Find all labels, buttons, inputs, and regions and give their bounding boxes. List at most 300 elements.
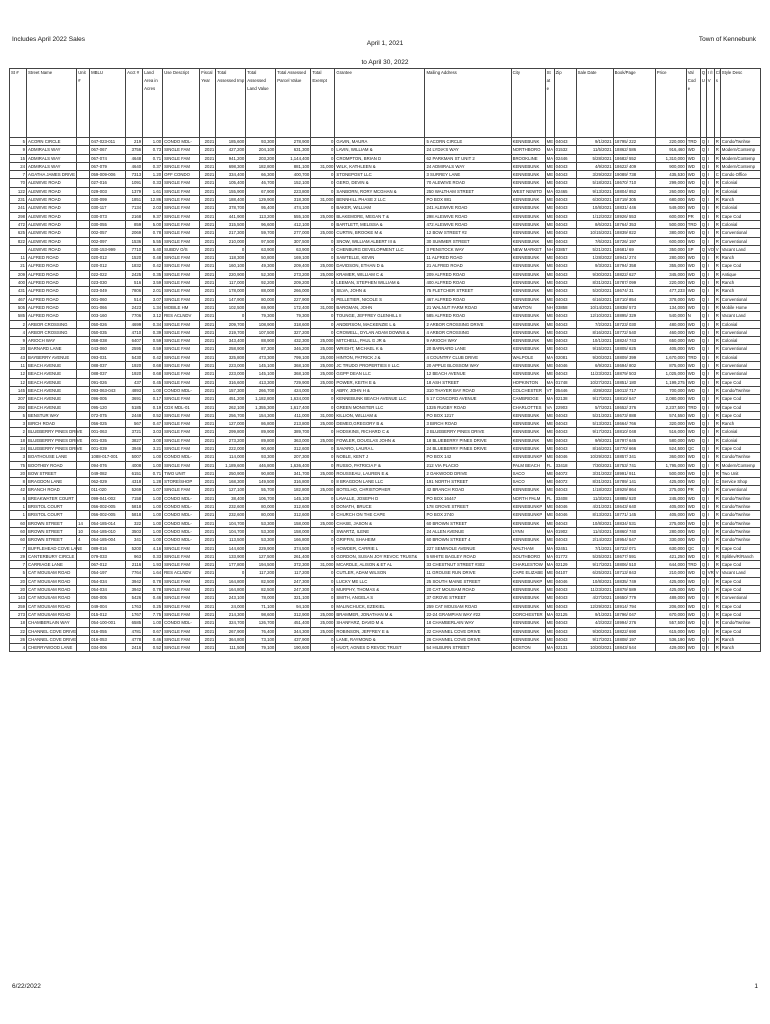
table-row [10, 577, 761, 585]
table-cell: KENNEBUNK [511, 411, 545, 419]
table-row [10, 411, 761, 419]
table-cell: 18753/ 741 [613, 461, 655, 469]
table-cell: HOWDER, CARRIE L [335, 544, 425, 552]
table-cell: VO [707, 246, 714, 252]
table-cell: KENNEBUNK [511, 237, 545, 245]
table-cell: 5200 [126, 544, 143, 552]
table-cell: 11 GROUSE RUN DRIVE [425, 569, 511, 577]
table-cell: GERO, DEVIN & [335, 179, 425, 187]
table-cell [77, 245, 90, 253]
table-cell: 091-026 [90, 378, 126, 386]
table-cell: 505 [10, 303, 27, 311]
table-cell: 22903 [554, 403, 576, 411]
table-cell: 18851/ 180 [613, 378, 655, 386]
table-cell: CHASE, JASON & [335, 519, 425, 527]
table-cell: BRISTOL COURT [27, 511, 77, 519]
table-cell: 18895/ 329 [613, 312, 655, 320]
table-cell: CHARLOTTES [511, 403, 545, 411]
table-cell: CHAMBERLAIN WAY [27, 619, 77, 627]
table-cell: 90,800 [246, 469, 276, 477]
table-cell: 63,900 [276, 245, 311, 253]
table-cell: 7.75 [143, 610, 163, 618]
table-row [10, 386, 761, 394]
table-row [10, 270, 761, 278]
table-cell: 472 [10, 220, 27, 228]
table-cell: 52,300 [246, 270, 276, 278]
table-cell: CONDO MDL- [163, 511, 200, 519]
table-cell: 18838/ 573 [613, 303, 655, 311]
table-cell: 0.42 [143, 353, 163, 361]
table-cell: 220,900 [216, 270, 246, 278]
table-cell: SINGLE FAM [163, 635, 200, 643]
table-cell: WD [686, 229, 700, 237]
table-cell: Q [701, 487, 706, 493]
table-cell: 25,000 [311, 486, 335, 494]
table-cell: 207,300 [276, 453, 311, 461]
table-cell: Condo Office [720, 171, 760, 179]
table-cell: CHERRYWOOD LANE [27, 644, 77, 652]
table-cell: N [686, 312, 700, 320]
table-row [10, 552, 761, 560]
table-cell: 312,600 [276, 444, 311, 452]
table-row [10, 262, 761, 270]
table-cell: V [715, 570, 719, 576]
table-cell: 29 [10, 552, 27, 560]
table-cell: 2021 [200, 295, 216, 303]
table-cell: 2021 [200, 478, 216, 486]
table-cell: 316,600 [216, 378, 246, 386]
table-cell: 030-055 [90, 220, 126, 228]
table-cell: ALEWIVE ROAD [27, 179, 77, 187]
table-cell: 079-033 [90, 552, 126, 560]
table-cell: NORTH PALM [511, 494, 545, 502]
table-cell: ME [546, 313, 554, 319]
table-row [10, 212, 761, 220]
table-cell: 26 CHANNEL COVE DRIVE [425, 635, 511, 643]
table-cell: 316,800 [276, 478, 311, 486]
table-cell: 4893 [126, 386, 143, 394]
table-cell: Colonial [720, 353, 760, 361]
table-cell: I [706, 204, 714, 212]
table-cell: 69,900 [246, 303, 276, 311]
table-cell: 0 [311, 245, 335, 253]
table-cell: WD [686, 569, 700, 577]
table-cell: 0.52 [143, 411, 163, 419]
table-cell: BENNHILL PHASE 2 LLC [335, 196, 425, 204]
table-cell: Q [701, 628, 706, 634]
table-cell: 059-009-006 [90, 171, 126, 179]
table-cell [77, 403, 90, 411]
table-cell: 10/8/2021 [576, 519, 613, 527]
table-cell: V [715, 246, 719, 252]
table-cell: 0.37 [143, 162, 163, 170]
table-cell: 2/14/2022 [576, 536, 613, 544]
table-cell: Q [701, 636, 706, 642]
table-cell: I [706, 577, 714, 585]
sales-table-container [9, 68, 761, 652]
table-cell: 054-100-001 [90, 619, 126, 627]
table-cell: 0.17 [143, 395, 163, 403]
table-cell: 2021 [200, 270, 216, 278]
table-cell: 0.19 [143, 403, 163, 411]
table-cell: Q [701, 139, 706, 144]
table-cell: 280,000 [655, 527, 686, 535]
table-cell: 04072 [554, 478, 576, 486]
table-cell: 700,000 [655, 386, 686, 394]
table-cell: R [715, 587, 719, 593]
table-cell: GRIFFIN, SHAHEIM [335, 536, 425, 544]
table-cell: 3942 [126, 577, 143, 585]
table-cell: 219 [126, 138, 143, 146]
table-cell: I [706, 511, 714, 519]
table-cell: ALEWIVE ROAD [27, 220, 77, 228]
table-cell [77, 602, 90, 610]
table-cell: ME [546, 620, 554, 626]
table-cell: SMITH, ANGELA S [335, 594, 425, 602]
table-cell: 6407 [126, 337, 143, 345]
table-cell: 421,250 [655, 552, 686, 560]
table-cell: SACO [511, 478, 545, 486]
table-cell: 21 WALNUT FARM ROAD [425, 303, 511, 311]
table-cell: WRIGHT, MICHAEL K & [335, 345, 425, 353]
table-cell [77, 511, 90, 519]
table-cell: 10/20/2021 [576, 644, 613, 652]
table-cell: 04046 [554, 362, 576, 370]
table-cell: 2021 [200, 345, 216, 353]
table-cell: 585 ALFRED ROAD [425, 312, 511, 320]
table-cell: 38,400 [216, 494, 246, 502]
table-cell: 60 BROWN STREET 4 [425, 536, 511, 544]
table-cell: I [706, 610, 714, 618]
table-cell: 02451 [554, 544, 576, 552]
table-cell: WD [686, 262, 700, 270]
table-cell: 60 BROWN STREET [425, 519, 511, 527]
table-cell: BOTELHO, CHRISTOPHER [335, 486, 425, 494]
table-cell: 04043 [554, 436, 576, 444]
table-cell: BREAKWATER COURT [27, 494, 77, 502]
table-cell: WD [686, 187, 700, 195]
table-cell: 2021 [200, 561, 216, 569]
table-cell: Q [701, 230, 706, 236]
table-cell: 118,300 [216, 254, 246, 262]
table-cell: Q [701, 147, 706, 153]
table-cell: 223,000 [216, 370, 246, 378]
table-cell: 0.34 [143, 320, 163, 328]
table-cell: WD [686, 594, 700, 602]
table-row [10, 378, 761, 386]
table-cell: Q [701, 238, 706, 244]
table-cell: 4640 [126, 162, 143, 170]
table-row [10, 320, 761, 328]
table-cell: 1,617,400 [276, 403, 311, 411]
table-cell: 346,200 [276, 345, 311, 353]
table-cell: 259 [10, 602, 27, 610]
table-cell: 0 [216, 569, 246, 577]
table-cell: ME [546, 470, 554, 476]
table-cell: SINGLE FAM [163, 262, 200, 270]
table-cell: KENNEBUNK [511, 444, 545, 452]
table-cell: 25,000 [311, 610, 335, 618]
table-cell: 380,000 [655, 229, 686, 237]
table-cell: I [706, 212, 714, 220]
table-cell: 729,900 [276, 378, 311, 386]
table-cell: 18770/ 666 [613, 444, 655, 452]
table-cell: 14 [77, 519, 90, 527]
table-cell: R [715, 155, 719, 161]
table-cell: 3756 [126, 146, 143, 154]
table-cell: 050-026 [90, 320, 126, 328]
table-cell: 322 [126, 519, 143, 527]
table-cell: 650,000 [655, 337, 686, 345]
table-cell: 0 [311, 544, 335, 552]
table-cell: 6585 [126, 619, 143, 627]
table-row [10, 154, 761, 162]
table-cell: 2021 [200, 461, 216, 469]
table-cell: 0 [311, 586, 335, 594]
table-cell: 0.48 [143, 254, 163, 262]
table-cell: SNOW, WILLIAM ALBERT III & [335, 237, 425, 245]
table-cell: Mobile Home [720, 303, 760, 311]
table-cell: 088-037 [90, 362, 126, 370]
table-cell: 04043 [554, 196, 576, 204]
table-cell: MCARDLE, ALISON & ET AL [335, 561, 425, 569]
column-header: Sale Date [576, 69, 613, 138]
table-cell: 310 THAYER BAY ROAD [425, 386, 511, 394]
table-cell [77, 146, 90, 154]
table-cell: 62 PARKMAN ST UNIT 2 [425, 154, 511, 162]
table-cell: WD [686, 511, 700, 519]
table-cell: 157,300 [216, 386, 246, 394]
table-cell [77, 461, 90, 469]
table-cell: R [715, 495, 719, 501]
table-cell: 0.68 [143, 362, 163, 370]
table-cell: 631,300 [276, 146, 311, 154]
table-cell: 1832 [126, 262, 143, 270]
table-cell: 320,000 [655, 420, 686, 428]
table-cell: 0 [311, 187, 335, 195]
table-cell: BAKER, WILLIAM [335, 204, 425, 212]
table-cell: BOW STREET [27, 469, 77, 477]
table-cell: I [706, 386, 714, 394]
table-cell: 473,300 [246, 353, 276, 361]
table-cell: SINGLE FAM [163, 370, 200, 378]
table-cell: 0 [311, 494, 335, 502]
table-cell: I [706, 586, 714, 594]
table-cell: 04046 [554, 503, 576, 511]
table-cell: Service Shop [720, 478, 760, 486]
table-cell: 1/12/2022 [576, 212, 613, 220]
table-cell: WD [686, 146, 700, 154]
table-cell: PO BOX 881 [425, 196, 511, 204]
column-header: Style Desc [720, 69, 760, 138]
table-cell: Modern/Contemp [720, 162, 760, 170]
table-cell: 79,300 [276, 312, 311, 320]
table-cell: 18796/ 047 [613, 610, 655, 618]
table-cell: 79,300 [246, 312, 276, 320]
table-cell: 178 GROVE STREET [425, 503, 511, 511]
table-cell: CAT MOUSAM ROAD [27, 569, 77, 577]
table-cell: KENNEBUNK [511, 519, 545, 527]
table-cell: Condo/Twnhse [720, 519, 760, 527]
table-cell: 04043 [554, 337, 576, 345]
table-cell: Q [701, 363, 706, 369]
table-cell: R [715, 578, 719, 584]
table-cell: I [706, 478, 714, 486]
table-cell: Colonial [720, 436, 760, 444]
table-cell: 405,000 [655, 345, 686, 353]
table-cell: 70 ALEWIVE ROAD [425, 179, 511, 187]
table-cell: 1,025,000 [655, 370, 686, 378]
table-cell: 058-038 [90, 337, 126, 345]
table-cell: 378,000 [655, 295, 686, 303]
table-cell: Conventional [720, 328, 760, 336]
table-cell: 164,800 [216, 586, 246, 594]
table-cell: 049-082 [90, 469, 126, 477]
table-cell: 3 [10, 453, 27, 461]
table-cell: I [706, 378, 714, 386]
table-cell: 027-016 [90, 179, 126, 187]
table-cell: 2021 [200, 536, 216, 544]
table-cell: 12 [10, 378, 27, 386]
table-cell: 267,900 [216, 627, 246, 635]
table-cell: 2021 [200, 220, 216, 228]
table-cell: STONEPOST LLC [335, 171, 425, 179]
table-cell: 4 [77, 536, 90, 544]
table-cell: 330,000 [655, 536, 686, 544]
table-cell: VA [545, 403, 554, 411]
table-cell: ME [546, 520, 554, 526]
table-cell: R [715, 238, 719, 244]
table-cell: 10/8/2021 [576, 577, 613, 585]
table-cell: I [706, 436, 714, 444]
table-cell: WD [686, 478, 700, 486]
table-cell: CAT MOUSAM ROAD [27, 610, 77, 618]
table-cell: 25,000 [311, 436, 335, 444]
table-cell: 2021 [200, 420, 216, 428]
table-cell [77, 486, 90, 494]
table-cell [77, 552, 90, 560]
table-cell: Q [701, 454, 706, 460]
table-cell: Cape Cod [720, 577, 760, 585]
table-cell: SINGLE FAM [163, 196, 200, 204]
table-cell: 7/1/2021 [576, 544, 613, 552]
table-cell: TWO UNIT [163, 469, 200, 477]
table-cell: 18843/ 544 [613, 644, 655, 652]
table-cell: 574,550 [655, 411, 686, 419]
table-cell: 18926/ 553 [613, 212, 655, 220]
table-cell: SINGLE FAM [163, 154, 200, 162]
table-cell: KENNEBUNK [511, 428, 545, 436]
table-cell: ME [546, 479, 554, 485]
table-cell: 425,000 [655, 586, 686, 594]
table-cell: 427,200 [216, 146, 246, 154]
table-cell: 916,460 [655, 146, 686, 154]
table-row [10, 544, 761, 552]
table-cell: 25,000 [311, 378, 335, 386]
table-cell: KENNEBUNK [511, 635, 545, 643]
table-cell: 129,900 [246, 196, 276, 204]
table-cell: 18787/ 099 [613, 279, 655, 287]
table-cell: 054-185-010 [90, 527, 126, 535]
table-cell [77, 237, 90, 245]
table-cell: 33418 [554, 461, 576, 469]
table-cell: 18879/ 589 [613, 586, 655, 594]
table-cell: CROMPTON, BRIAN D [335, 154, 425, 162]
table-cell: 66,300 [246, 171, 276, 179]
table-cell [77, 328, 90, 336]
table-cell: 18810/ 547 [613, 395, 655, 403]
table-cell: 054-197 [90, 569, 126, 577]
table-row [10, 146, 761, 154]
table-cell: R [715, 487, 719, 493]
table-cell: 372,300 [276, 561, 311, 569]
table-row [10, 171, 761, 179]
table-cell: 18 BLUEBERRY PINES DRIVE [425, 436, 511, 444]
table-cell: 049-004 [90, 602, 126, 610]
table-cell: 114,000 [216, 453, 246, 461]
table-cell: 18834/ 531 [613, 519, 655, 527]
table-cell: SINGLE FAM [163, 295, 200, 303]
table-row [10, 403, 761, 411]
table-cell: 2021 [200, 627, 216, 635]
table-cell: 88,900 [246, 337, 276, 345]
table-cell: KENNEBUNK [511, 536, 545, 544]
table-row [10, 569, 761, 577]
table-cell: 001-035 [90, 436, 126, 444]
table-cell: 9/17/2021 [576, 395, 613, 403]
table-cell: 424,000 [276, 386, 311, 394]
table-cell: 149,500 [246, 478, 276, 486]
table-cell: 0.59 [143, 337, 163, 345]
table-row [10, 511, 761, 519]
table-cell: Q [701, 155, 706, 161]
table-cell: 20 APPLE BLOSSOM WAY [425, 362, 511, 370]
table-cell: CURTIN, BROOKE M & [335, 229, 425, 237]
table-cell: WD [686, 154, 700, 162]
table-row [10, 337, 761, 345]
table-cell: ALEWIVE ROAD [27, 229, 77, 237]
table-cell: R [715, 562, 719, 568]
table-cell: 5 WHITE BAGLEY ROAD [425, 552, 511, 560]
table-cell: R [715, 288, 719, 294]
table-cell: 02131 [554, 644, 576, 652]
table-cell: 33 CHESTNUT STREET #302 [425, 561, 511, 569]
table-cell: 364,800 [216, 635, 246, 643]
table-cell: 25,000 [311, 345, 335, 353]
table-cell: 094-076 [90, 461, 126, 469]
table-cell: 158,000 [276, 527, 311, 535]
table-cell: 9/30/2021 [576, 627, 613, 635]
column-header: Total Assessed Land Value [246, 69, 276, 138]
table-cell: 0 [311, 320, 335, 328]
table-cell: R [715, 354, 719, 360]
table-cell: HINTON, PATRICK J & [335, 353, 425, 361]
table-cell: 9/17/2021 [576, 635, 613, 643]
table-cell: MALINCHUCK, EZEKIEL [335, 602, 425, 610]
table-cell: 088-037 [90, 370, 126, 378]
table-cell: 630,000 [655, 544, 686, 552]
table-cell: R [715, 636, 719, 642]
table-cell: 299,000 [655, 179, 686, 187]
table-cell: 441,900 [216, 212, 246, 220]
table-cell: 344,300 [276, 627, 311, 635]
table-cell: ME [546, 454, 554, 460]
table-cell: 345,000 [655, 270, 686, 278]
table-cell: 24 BLUEBERRY PINES DRIVE [425, 444, 511, 452]
table-cell: 209,400 [276, 262, 311, 270]
table-cell: 04107 [554, 569, 576, 577]
table-cell: 106,700 [246, 494, 276, 502]
